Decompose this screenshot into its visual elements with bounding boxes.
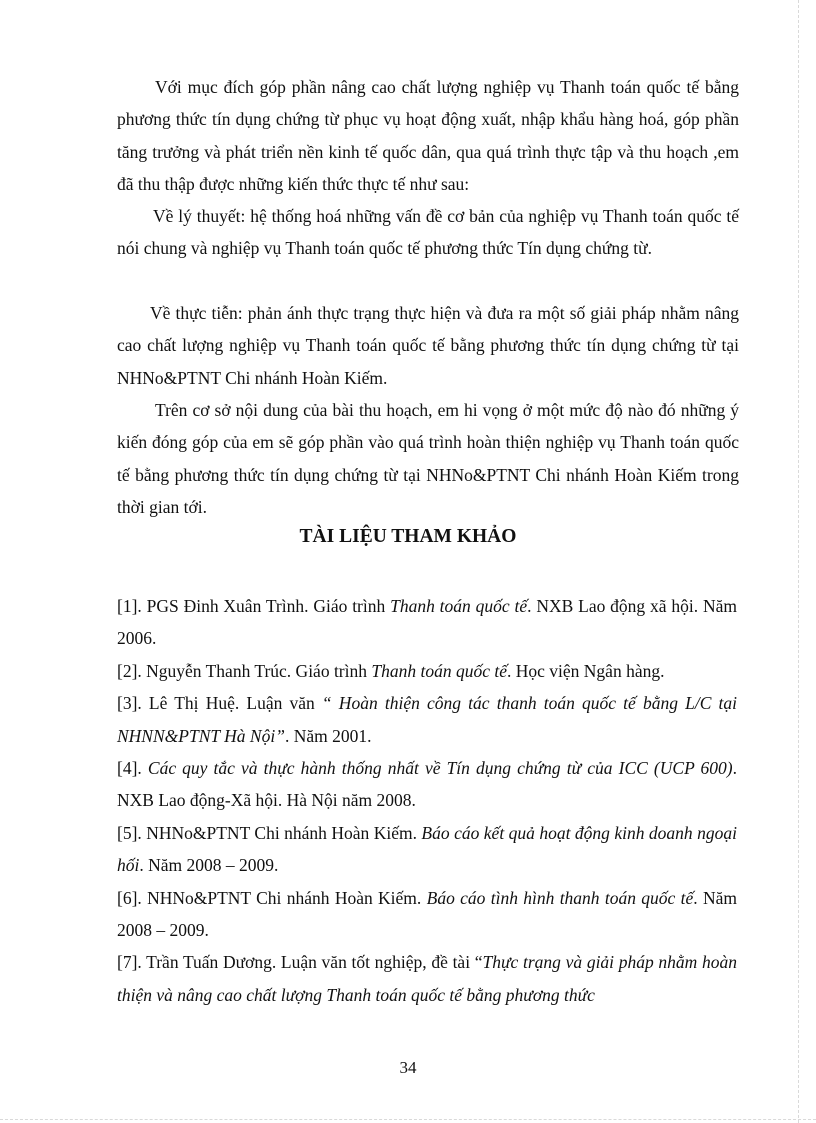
reference-item: [1]. PGS Đinh Xuân Trình. Giáo trình Thanh toán quốc tế. NXB Lao động xã hội. Năm 2006. <box>117 596 737 649</box>
reference-item: [7]. Trần Tuấn Dương. Luận văn tốt nghiệp, đề tài “Thực trạng và giải pháp nhằm hoàn thiện và nâng cao chất lượng Thanh toán quốc tế bằng phương thức <box>117 952 737 1005</box>
page-edge-divider <box>798 0 799 1123</box>
page-number: 34 <box>399 1058 417 1077</box>
reference-item: [3]. Lê Thị Huệ. Luận văn “ Hoàn thiện công tác thanh toán quốc tế bằng L/C tại NHNN&PTNT Hà Nội”. Năm 2001. <box>117 693 738 746</box>
reference-item: [2]. Nguyễn Thanh Trúc. Giáo trình Thanh toán quốc tế. Học viện Ngân hàng. <box>117 660 665 681</box>
references-heading: TÀI LIỆU THAM KHẢO <box>299 526 517 547</box>
paragraph-practice: Về thực tiễn: phản ánh thực trạng thực hiện và đưa ra một số giải pháp nhằm nâng cao chất lượng nghiệp vụ Thanh toán quốc tế bằng phương thức tín dụng chứng từ tại NHNo&PTNT Chi nhánh Hoàn Kiếm. <box>117 303 739 388</box>
reference-item: [4]. Các quy tắc và thực hành thống nhất về Tín dụng chứng từ của ICC (UCP 600). NXB Lao động-Xã hội. Hà Nội năm 2008. <box>117 758 737 811</box>
page-bottom-divider <box>0 1119 816 1120</box>
paragraph-theory: Về lý thuyết: hệ thống hoá những vấn đề cơ bản của nghiệp vụ Thanh toán quốc tế nói chung và nghiệp vụ Thanh toán quốc tế phương thức Tín dụng chứng từ. <box>117 206 739 259</box>
reference-item: [6]. NHNo&PTNT Chi nhánh Hoàn Kiếm. Báo cáo tình hình thanh toán quốc tế. Năm 2008 – 2009. <box>117 887 737 941</box>
paragraph-conclusion: Trên cơ sở nội dung của bài thu hoạch, em hi vọng ở một mức độ nào đó những ý kiến đóng góp của em sẽ góp phần vào quá trình hoàn thiện nghiệp vụ Thanh toán quốc tế bằng phương thức tín dụng chứng từ tại NHNo&PTNT Chi nhánh Hoàn Kiếm trong thời gian tới. <box>117 400 739 518</box>
references-list <box>117 590 737 1011</box>
reference-item: [5]. NHNo&PTNT Chi nhánh Hoàn Kiếm. Báo cáo kết quả hoạt động kinh doanh ngoại hối. Năm 2008 – 2009. <box>117 822 737 876</box>
paragraph-intro: Với mục đích góp phần nâng cao chất lượng nghiệp vụ Thanh toán quốc tế bằng phương thức tín dụng chứng từ phục vụ hoạt động xuất, nhập khẩu hàng hoá, góp phần tăng trưởng và phát triển nền kinh tế quốc dân, qua quá trình thực tập và thu hoạch ,em đã thu thập được những kiến thức thực tế như sau: <box>117 77 739 195</box>
